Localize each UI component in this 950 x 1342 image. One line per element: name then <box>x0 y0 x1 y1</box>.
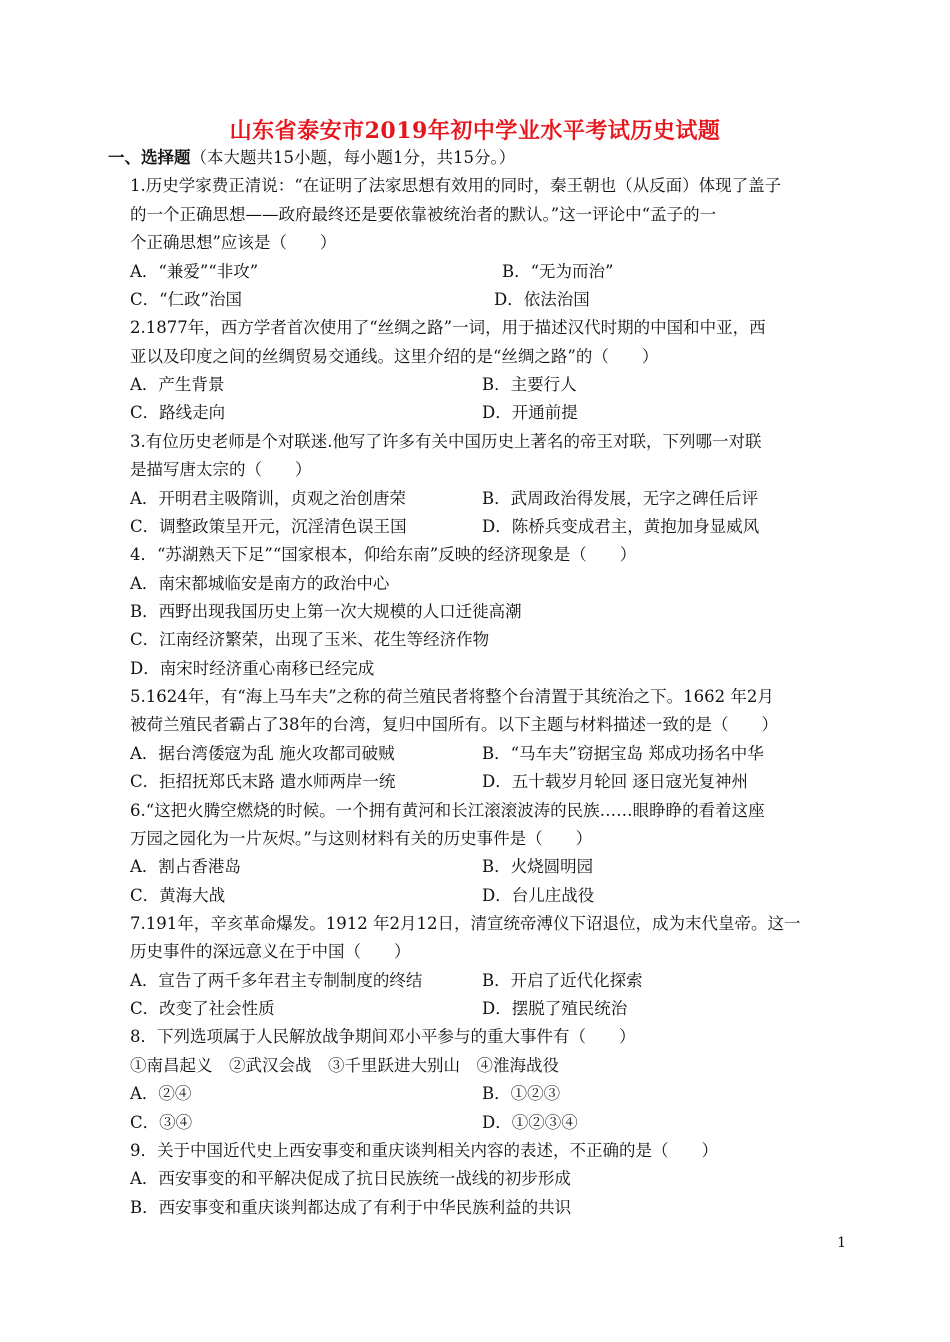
question-8-line-2: ①南昌起义 ②武汉会战 ③千里跃进大别山 ④淮海战役 <box>130 1056 559 1075</box>
question-7-line-2: 历史事件的深远意义在于中国（ ） <box>130 942 411 961</box>
question-5-option-b: B．“马车夫”窃据宝岛 郑成功扬名中华 <box>482 744 764 763</box>
question-4-option-c: C．江南经济繁荣，出现了玉米、花生等经济作物 <box>130 630 490 649</box>
question-9-line-1: 9．关于中国近代史上西安事变和重庆谈判相关内容的表述，不正确的是（ ） <box>130 1141 718 1160</box>
question-5-option-d: D．五十载岁月轮回 逐日寇光复神州 <box>482 772 748 791</box>
question-8-option-c: C．③④ <box>130 1113 193 1132</box>
question-1-option-d: D．依法治国 <box>494 290 590 309</box>
question-9-option-a: A．西安事变的和平解决促成了抗日民族统一战线的初步形成 <box>130 1169 571 1188</box>
question-2-line-2: 亚以及印度之间的丝绸贸易交通线。这里介绍的是“丝绸之路”的（ ） <box>130 347 659 366</box>
question-1-line-2: 的一个正确思想——政府最终还是要依靠被统治者的默认。”这一评论中“孟子的一 <box>130 205 717 224</box>
section-heading-note: （本大题共15小题，每小题1分，共15分。） <box>190 148 516 167</box>
question-6-option-a: A．割占香港岛 <box>130 857 241 876</box>
question-5-option-a: A．据台湾倭寇为乱 施火攻都司破贼 <box>130 744 395 763</box>
question-1-option-c: C．“仁政”治国 <box>130 290 242 309</box>
question-7-option-a: A．宣告了两千多年君主专制制度的终结 <box>130 971 423 990</box>
section-heading-label: 一、选择题 <box>108 148 191 167</box>
question-7-option-b: B．开启了近代化探索 <box>482 971 643 990</box>
question-6-line-1: 6.“这把火腾空燃烧的时候。一个拥有黄河和长江滚滚波涛的民族……眼睁睁的看着这座 <box>130 801 765 820</box>
page-number: 1 <box>837 1235 846 1251</box>
question-4-option-a: A．南宋都城临安是南方的政治中心 <box>130 574 390 593</box>
question-6-option-c: C．黄海大战 <box>130 886 226 905</box>
question-5-line-2: 被荷兰殖民者霸占了38年的台湾，复归中国所有。以下主题与材料描述一致的是（ ） <box>130 715 778 734</box>
question-2-option-d: D．开通前提 <box>482 403 578 422</box>
question-3-option-c: C．调整政策呈开元，沉淫清色误王国 <box>130 517 407 536</box>
question-4-option-d: D．南宋时经济重心南移已经完成 <box>130 659 375 678</box>
question-8-option-b: B．①②③ <box>482 1084 561 1103</box>
question-3-option-a: A．开明君主吸隋训，贞观之治创唐荣 <box>130 489 406 508</box>
question-6-option-b: B．火烧圆明园 <box>482 857 594 876</box>
question-3-line-1: 3.有位历史老师是个对联迷.他写了许多有关中国历史上著名的帝王对联，下列哪一对联 <box>130 432 762 451</box>
question-1-line-3: 个正确思想”应该是（ ） <box>130 233 337 252</box>
question-7-option-d: D．摆脱了殖民统治 <box>482 999 628 1018</box>
question-6-line-2: 万园之园化为一片灰烬。”与这则材料有关的历史事件是（ ） <box>130 829 593 848</box>
question-3-option-d: D．陈桥兵变成君主，黄抱加身显威风 <box>482 517 760 536</box>
question-4-option-b: B．西野出现我国历史上第一次大规模的人口迁徙高潮 <box>130 602 522 621</box>
question-2-option-c: C．路线走向 <box>130 403 226 422</box>
question-1-option-b: B．“无为而治” <box>502 262 614 281</box>
question-2-option-b: B．主要行人 <box>482 375 577 394</box>
question-5-option-c: C．拒招抚郑氏末路 遣水师两岸一统 <box>130 772 396 791</box>
question-1-line-1: 1.历史学家费正清说：“在证明了法家思想有效用的同时，秦王朝也（从反面）体现了盖子 <box>130 176 782 195</box>
section-heading <box>108 146 515 170</box>
exam-title: 山东省泰安市2019年初中学业水平考试历史试题 <box>229 118 721 144</box>
question-8-option-a: A．②④ <box>130 1084 192 1103</box>
question-8-option-d: D．①②③④ <box>482 1113 578 1132</box>
question-2-line-1: 2.1877年，西方学者首次使用了“丝绸之路”一词，用于描述汉代时期的中国和中亚，西 <box>130 318 766 337</box>
question-3-line-2: 是描写唐太宗的（ ） <box>130 460 312 479</box>
question-5-line-1: 5.1624年，有“海上马车夫”之称的荷兰殖民者将整个台清置于其统治之下。1662 年2月 <box>130 687 774 706</box>
question-1-option-a: A．“兼爱”“非攻” <box>130 262 259 281</box>
question-7-line-1: 7.191年，辛亥革命爆发。1912 年2月12日，清宣统帝溥仪下诏退位，成为末代皇帝。这一 <box>130 914 801 933</box>
question-8-line-1: 8．下列选项属于人民解放战争期间邓小平参与的重大事件有（ ） <box>130 1027 636 1046</box>
question-3-option-b: B．武周政治得发展，无字之碑任后评 <box>482 489 759 508</box>
question-7-option-c: C．改变了社会性质 <box>130 999 275 1018</box>
question-4-line-1: 4．“苏湖熟天下足”“国家根本，仰给东南”反映的经济现象是（ ） <box>130 545 637 564</box>
question-6-option-d: D．台儿庄战役 <box>482 886 595 905</box>
question-9-option-b: B．西安事变和重庆谈判都达成了有利于中华民族利益的共识 <box>130 1198 572 1217</box>
question-2-option-a: A．产生背景 <box>130 375 225 394</box>
